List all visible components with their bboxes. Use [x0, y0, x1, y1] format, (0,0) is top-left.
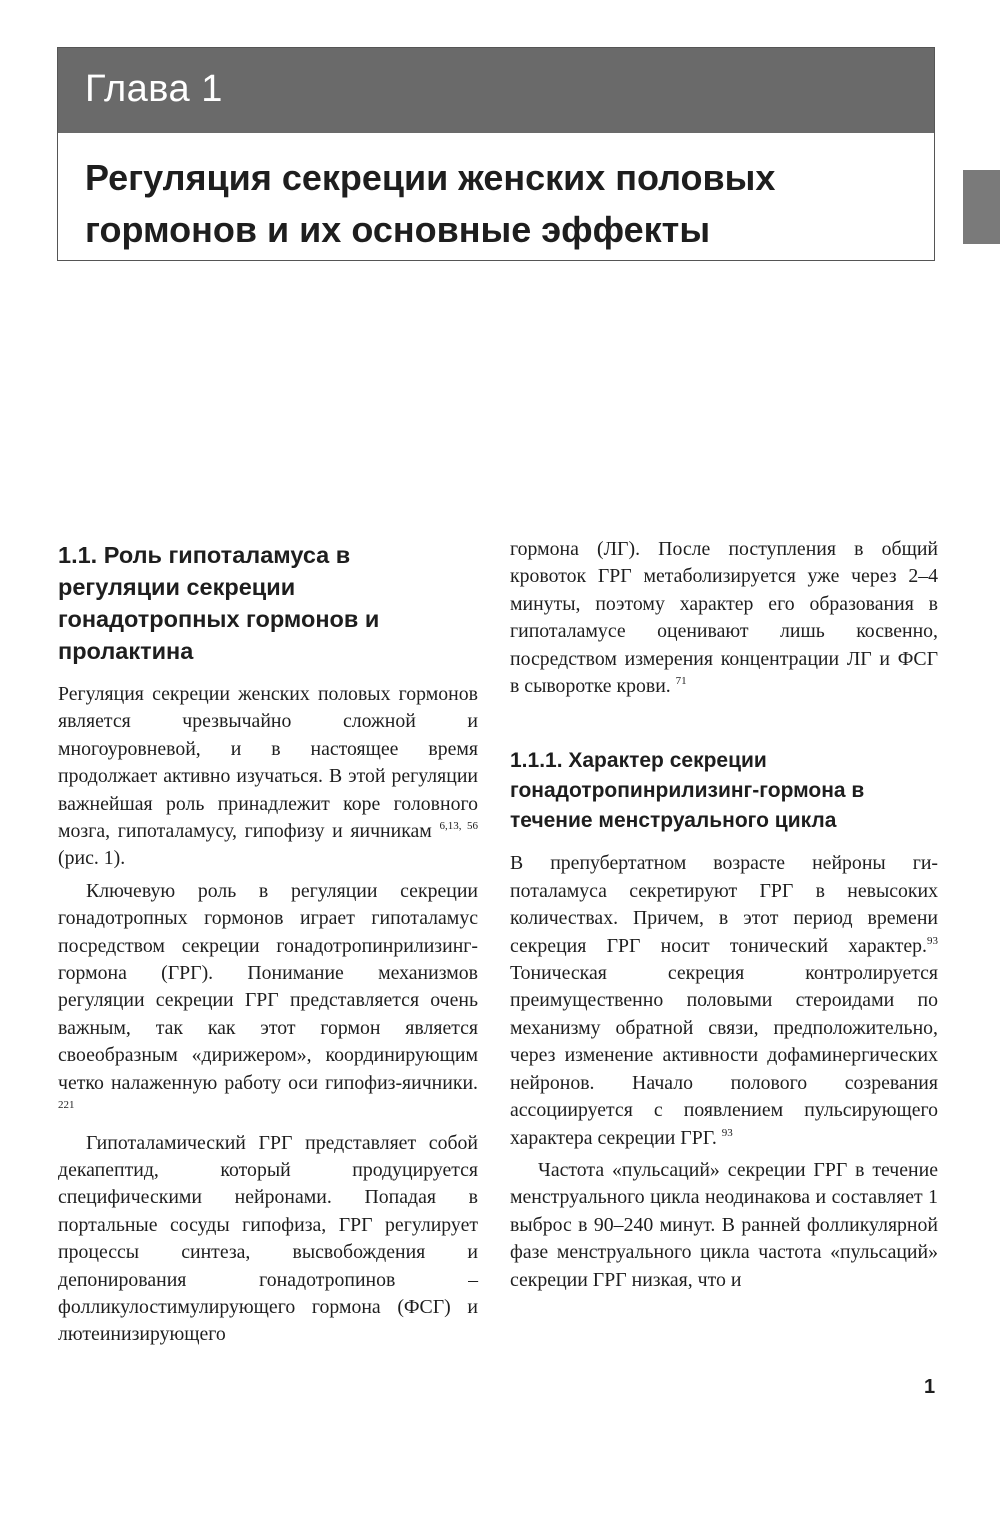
spacer: [510, 700, 938, 746]
chapter-title: Регуляция секреции женских половых гормонов и их основные эффекты: [85, 157, 776, 250]
reference-superscript: 221: [58, 1099, 75, 1112]
reference-superscript: 6,13, 56: [439, 820, 478, 833]
page-number: 1: [924, 1376, 936, 1398]
subsection-paragraph-1: [510, 850, 938, 1151]
left-column: [58, 536, 478, 1349]
right-column: [510, 536, 938, 1294]
paragraph-text: (рис. 1).: [58, 847, 126, 870]
section-paragraph-1: [58, 681, 478, 873]
section-paragraph-3-continued: [510, 536, 938, 700]
reference-superscript: 93: [927, 934, 938, 947]
section-paragraph-2: [58, 878, 478, 1125]
paragraph-text: Ключевую роль в регуляции секреции гонадотропных гормонов играет гипоталамус посредством секреции гонадотропинрилизинг-гормона (ГРГ). Понимание механизмов регуляции секреции ГРГ представляется очень важным, так как этот гормон является своеобразным «дирижером», координирующим четко налаженную работу оси гипофиз-яичники.: [58, 879, 478, 1094]
reference-superscript: 71: [675, 675, 687, 688]
paragraph-text: Частота «пульсаций» секреции ГРГ в течение менструального цикла неодинакова и составляет 1 выброс в 90–240 минут. В ранней фолликулярной фазе менструального цикла частота «пульсаций» секреции ГРГ низкая, что и: [510, 1158, 938, 1291]
paragraph-text: Гипоталамический ГРГ представляет собой декапептид, который продуцируется специфическими нейронами. Попадая в портальные сосуды гипофиза, ГРГ регулирует процессы синтеза, высвобождения и депонирования гонадотропинов – фолликулостимулирующего гормона (ФСГ) и лютеинизирующего: [58, 1131, 478, 1346]
paragraph-text: Регуляция секреции женских половых гормонов является чрезвычайно сложной и многоуровневой, и в настоящее время продолжает активно изучаться. В этой регуляции важнейшая роль принадлежит коре головного мозга, гипоталамусу, гипофизу и яичникам: [58, 683, 478, 843]
reference-superscript: 93: [721, 1126, 733, 1139]
paragraph-text: гормона (ЛГ). После поступления в общий кровоток ГРГ метаболизируется уже через 2–4 минуты, поэтому характер его образования в гипоталамусе оценивают лишь косвенно, посредством измерения концентрации ЛГ и ФСГ в сыворотке крови.: [510, 538, 938, 698]
chapter-thumb-tab: [963, 170, 1000, 244]
chapter-label: Глава 1: [85, 68, 223, 110]
section-heading: 1.1. Роль гипоталамуса в регуляции секреции гонадотропных гормонов и пролактина: [58, 542, 380, 664]
subsection-heading: 1.1.1. Характер секреции гонадотропинрилизинг-гормона в течение менструального цикла: [510, 749, 865, 833]
chapter-header: [57, 47, 935, 261]
paragraph-text: В препубертатном возрасте нейроны гипоталамуса секретируют ГРГ в невысоких количествах. Причем, в этот период времени секреция ГРГ носит тонический характер.: [510, 852, 938, 957]
section-paragraph-3-start: [58, 1130, 478, 1349]
paragraph-text: Тоническая секреция контролируется преимущественно половыми стероидами по механизму обратной связи, предположительно, через изменение активности дофаминергических нейронов. Начало полового созревания ассоциируется с появлением пульсирующего характера секреции ГРГ.: [510, 962, 938, 1149]
subsection-paragraph-2: [510, 1157, 938, 1294]
chapter-band: [58, 48, 934, 133]
